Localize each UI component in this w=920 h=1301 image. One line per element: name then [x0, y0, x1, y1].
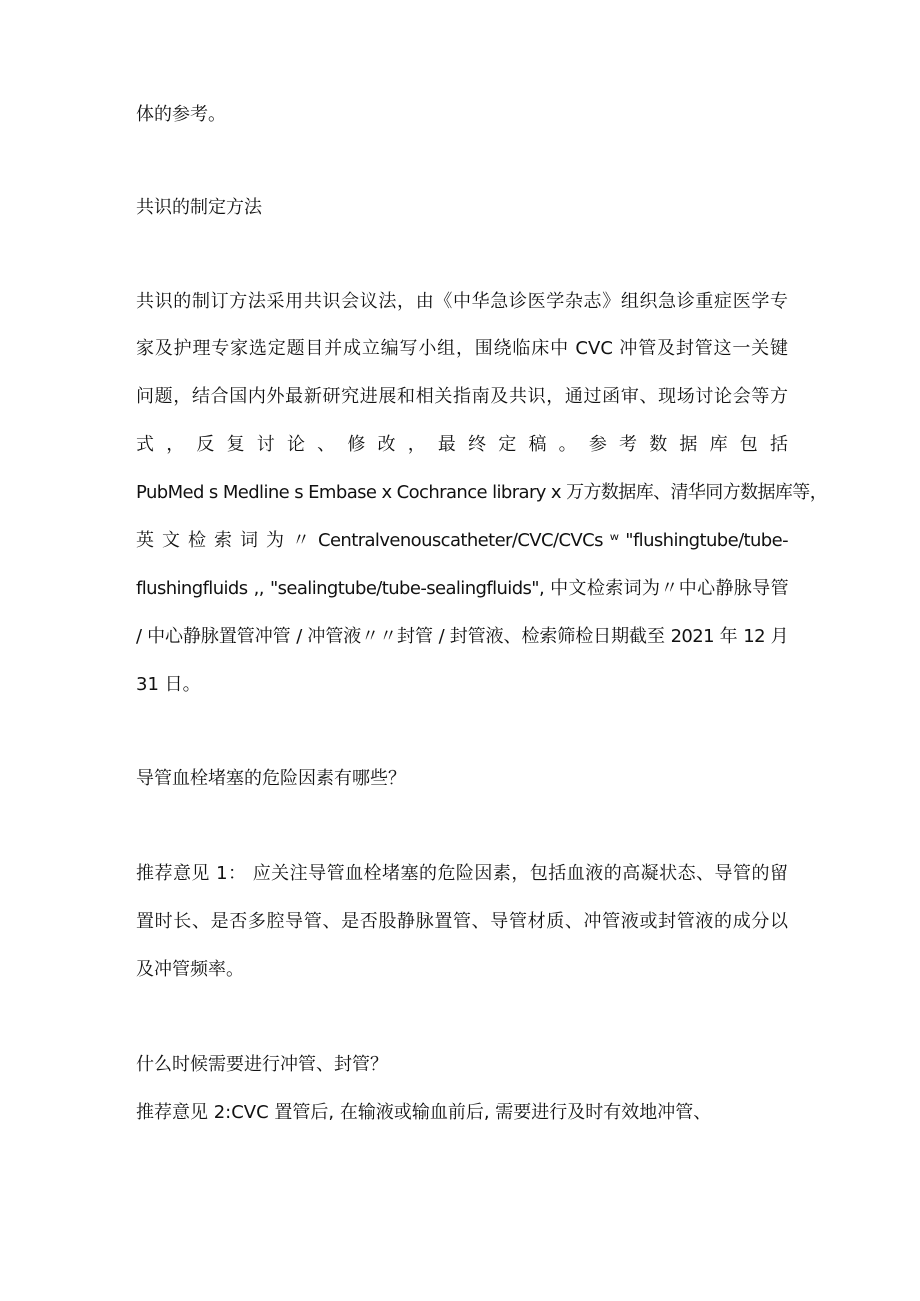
paragraph-line: 推荐意见 1： 应关注导管血栓堵塞的危险因素，包括血液的高凝状态、导管的留 [136, 863, 788, 884]
paragraph-line: 31 日。 [136, 674, 201, 695]
paragraph-line: 及冲管频率。 [136, 959, 244, 980]
paragraph-line: / 中心静脉置管冲管 / 冲管液〃〃封管 / 封管液、检索筛检日期截至 2021 年 12 月 [136, 626, 788, 647]
paragraph-line: 问题，结合国内外最新研究进展和相关指南及共识，通过函审、现场讨论会等方 [136, 386, 788, 407]
paragraph-line: 置时长、是否多腔导管、是否股静脉置管、导管材质、冲管液或封管液的成分以 [136, 911, 788, 932]
paragraph-line: PubMed s Medline s Embase x Cochrance library x 万方数据库、清华同方数据库等， [136, 482, 828, 503]
paragraph-line: 英 文 检 索 词 为 〃 Centralvenouscatheter∕CVC∕CVCs ʷ "flushingtube/tube- [136, 530, 788, 551]
paragraph-line: 共识的制订方法采用共识会议法，由《中华急诊医学杂志》组织急诊重症医学专 [136, 291, 788, 312]
paragraph-line: 家及护理专家选定题目并成立编写小组，围绕临床中 CVC 冲管及封管这一关键 [136, 338, 788, 359]
section-heading-when-to-flush: 什么时候需要进行冲管、封管？ [136, 1054, 388, 1075]
section-heading-method: 共识的制定方法 [136, 197, 262, 218]
paragraph-line: 体的参考。 [136, 104, 226, 125]
paragraph-line: 推荐意见 2:CVC 置管后, 在输液或输血前后, 需要进行及时有效地冲管、 [136, 1102, 712, 1123]
paragraph-line: 式 ， 反 复 讨 论 、 修 改 ， 最 终 定 稿 。 参 考 数 据 库 包 括 [136, 434, 788, 455]
paragraph-line: flushingfluids ,, "sealingtube/tube-sealingfluids", 中文检索词为〃中心静脉导管 [136, 578, 788, 599]
section-heading-risk-factors: 导管血栓堵塞的危险因素有哪些？ [136, 768, 406, 789]
